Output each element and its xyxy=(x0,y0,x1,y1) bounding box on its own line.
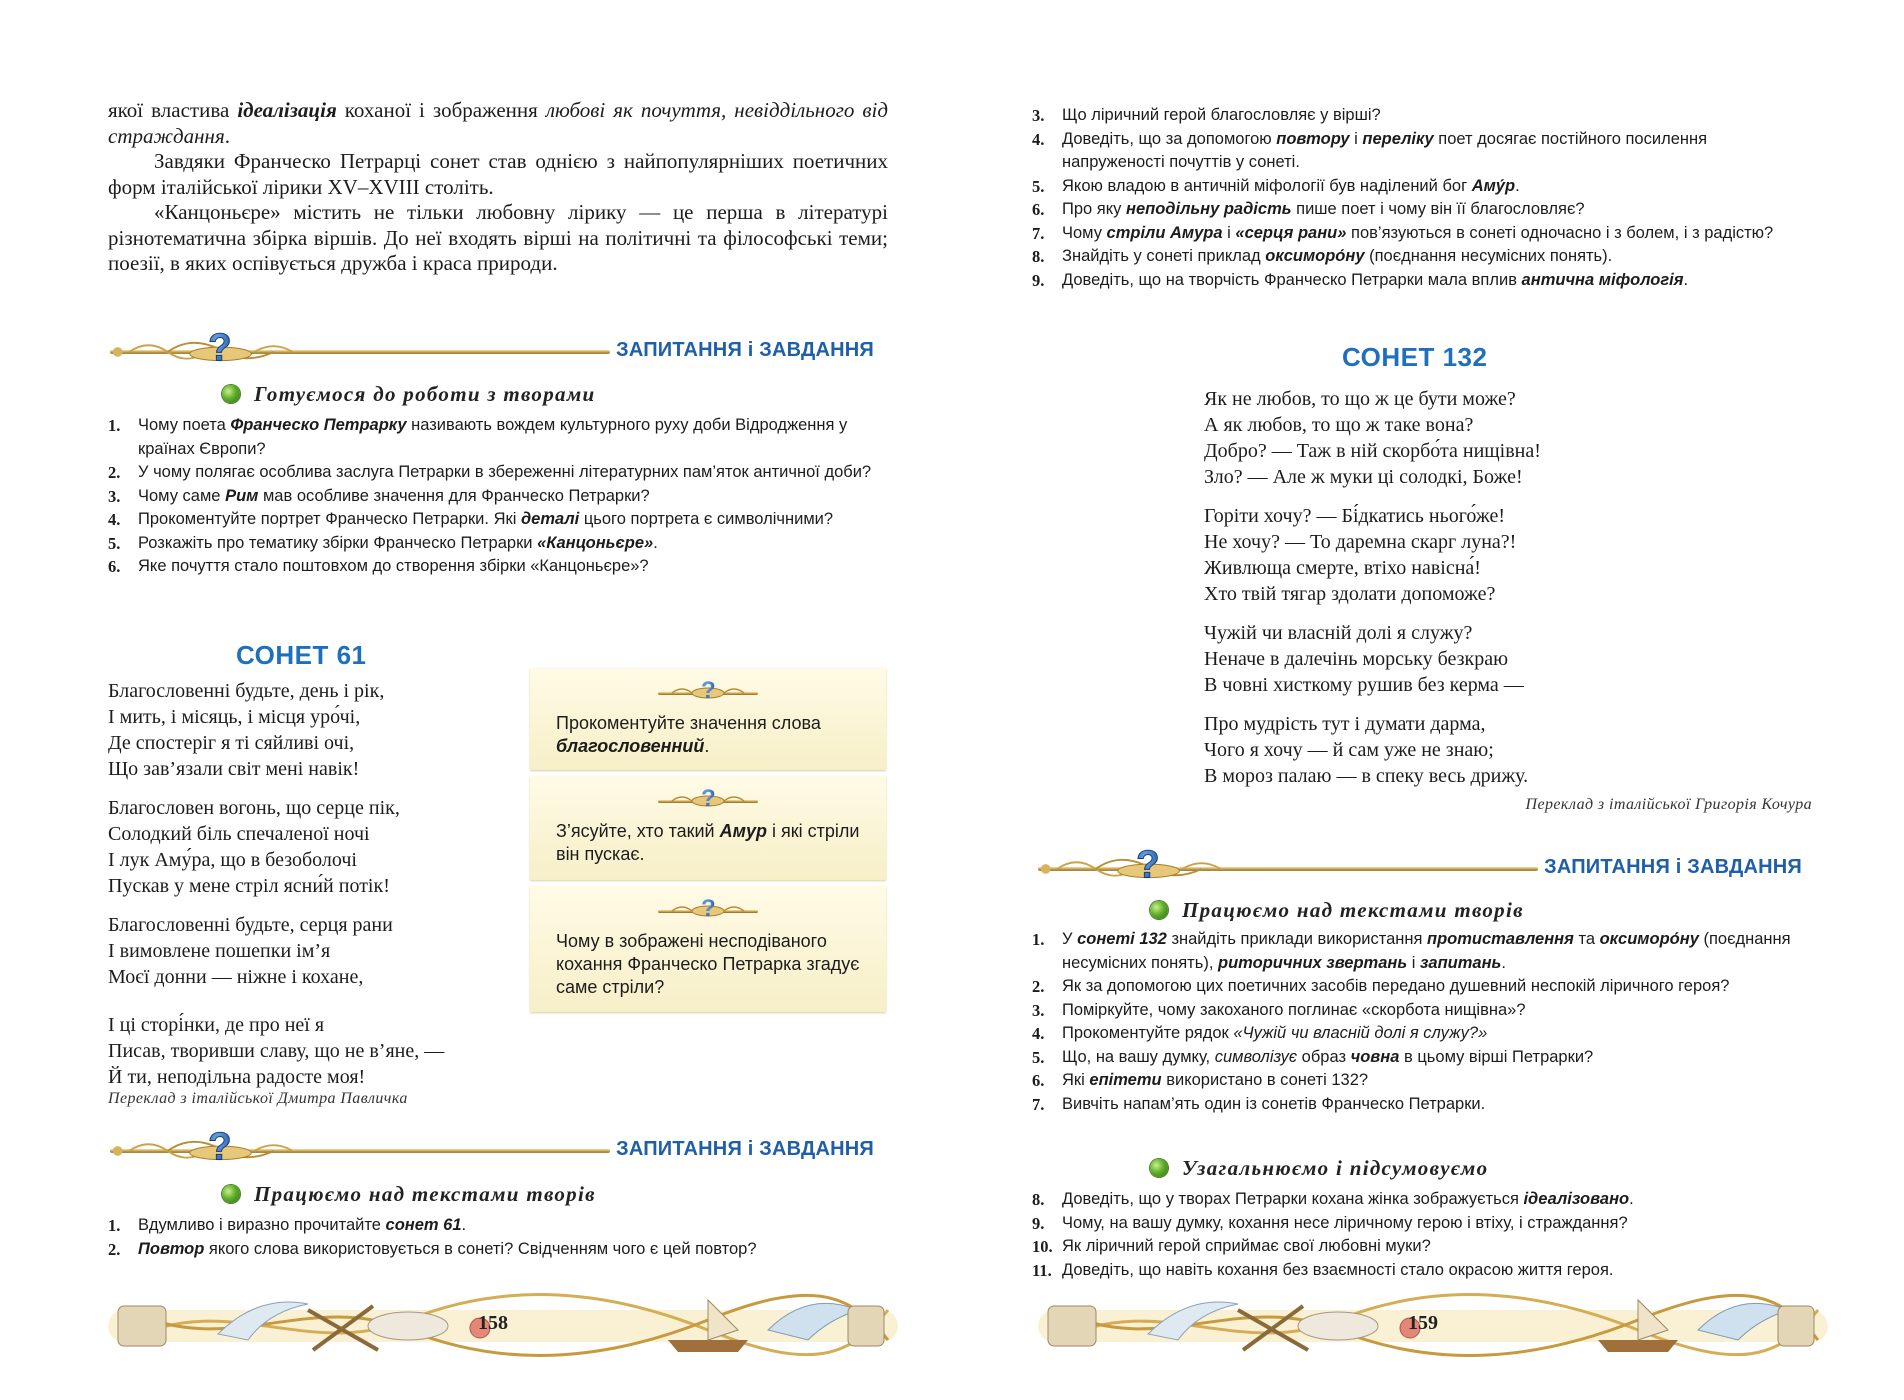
note-box xyxy=(530,776,886,880)
decorative-footer xyxy=(108,1290,898,1360)
list-item: 9. Доведіть, що на творчість Франческо Петрарки мала вплив антична міфологія. xyxy=(1032,270,1689,290)
list-item: 9. Чому, на вашу думку, кохання несе ліричному герою і втіху, і страждання? xyxy=(1032,1213,1628,1233)
sonnet-title: СОНЕТ 61 xyxy=(236,640,367,670)
questions-list xyxy=(108,414,894,579)
list-item: 4. Доведіть, що за допомогою повтору і переліку поет досягає постійного посилення напруженості почуттів у сонеті. xyxy=(1032,129,1708,171)
list-item: 7. Вивчіть напам’ять один із сонетів Франческо Петрарки. xyxy=(1032,1094,1486,1114)
list-item: 3. Що ліричний герой благословляє у вірші? xyxy=(1032,106,1381,125)
list-item: 2. У чому полягає особлива заслуга Петрарки в збереженні літературних пам’яток античної доби? xyxy=(108,463,872,482)
intro-paragraph-1: якої властива ідеалізація коханої і зображення любові як почуття, невіддільного від страждання. xyxy=(108,98,888,148)
list-item: 5. Якою владою в античній міфології був наділений бог Аму́р. xyxy=(1032,176,1520,196)
questions-banner xyxy=(110,1124,892,1176)
list-item: 5. Що, на вашу думку, символізує образ човна в цьому вірші Петрарки? xyxy=(1032,1047,1594,1067)
list-item: 8. Доведіть, що у творах Петрарки кохана жінка зображується ідеалізовано. xyxy=(1032,1190,1634,1209)
right-page xyxy=(952,0,1904,1400)
banner-title: ЗАПИТАННЯ і ЗАВДАННЯ xyxy=(616,1138,874,1160)
translator-credit: Переклад з італійської Дмитра Павличка xyxy=(108,1090,408,1107)
translator-credit: Переклад з італійської Григорія Кочура xyxy=(1525,796,1812,813)
note-text: Прокоментуйте значення слова благословенний. xyxy=(556,713,821,756)
note-box xyxy=(530,886,886,1012)
questions-banner xyxy=(1038,842,1820,894)
questions-list xyxy=(108,1214,894,1261)
sonnet-poem xyxy=(1204,386,1541,802)
question-mark-ornament-icon xyxy=(658,676,758,706)
section-subheading: Працюємо над текстами творів xyxy=(1150,898,1524,923)
questions-list xyxy=(1032,928,1814,1116)
poem-stanza: Благословенні будьте, серця рани І вимовлене пошепки ім’я Моєї донни — ніжне і кохане, xyxy=(108,914,393,988)
question-mark-ornament-icon xyxy=(110,1124,610,1176)
decorative-footer xyxy=(1038,1290,1828,1360)
list-item: 10. Як ліричний герой сприймає свої любовні муки? xyxy=(1032,1237,1431,1256)
poem-stanza: Чужій чи власній долі я служу? Неначе в далечінь морську безкраю В човні хисткому рушив без керма — xyxy=(1204,622,1524,696)
page-number: 158 xyxy=(478,1312,508,1334)
section-subheading: Готуємося до роботи з творами xyxy=(222,382,596,407)
list-item: 6. Які епітети використано в сонеті 132? xyxy=(1032,1071,1369,1090)
intro-paragraph-3: «Канцоньєре» містить не тільки любовну лірику — це перша в літературі різнотематична збірка віршів. До неї входять вірші на політичні та філософські теми; поезії, в яких оспівується дружба і краса природи. xyxy=(108,200,888,275)
list-item: 11. Доведіть, що навіть кохання без взаємності стало окрасою життя героя. xyxy=(1032,1260,1614,1280)
questions-list xyxy=(1032,1188,1814,1282)
list-item: 1. Чому поета Франческо Петрарку називають вождем культурного руху доби Відродження у країнах Європи? xyxy=(108,416,848,458)
green-bullet-icon xyxy=(222,1185,240,1203)
list-item: 5. Розкажіть про тематику збірки Франческо Петрарки «Канцоньєре». xyxy=(108,533,658,553)
list-item: 3. Поміркуйте, чому закоханого поглинає «скорбота нищівна»? xyxy=(1032,1000,1526,1020)
poem-stanza: І ці сторі́нки, де про неї я Писав, творивши славу, що не в’яне, — Й ти, неподільна радосте моя! xyxy=(108,1014,445,1088)
poem-stanza: Як не любов, то що ж це бути може? А як любов, то що ж таке вона? Добро? — Таж в ній скорбо́та нищівна! Зло? — Але ж муки ці солодкі, Боже! xyxy=(1204,388,1541,488)
list-item: 2. Повтор якого слова використовується в сонеті? Свідченням чого є цей повтор? xyxy=(108,1239,757,1259)
poem-stanza: Благословенні будьте, день і рік, І мить, і місяць, і місця уро́чі, Де спостеріг я ті сяйливі очі, Що зав’язали світ мені навік! xyxy=(108,680,385,780)
question-mark-ornament-icon xyxy=(110,325,610,377)
banner-title: ЗАПИТАННЯ і ЗАВДАННЯ xyxy=(1544,856,1802,878)
green-bullet-icon xyxy=(1150,901,1168,919)
green-bullet-icon xyxy=(222,385,240,403)
page-number: 159 xyxy=(1408,1312,1438,1334)
list-item: 1. У сонеті 132 знайдіть приклади використання протиставлення та оксиморо́ну (поєднання несумісних понять), риторичних звертань і запитань. xyxy=(1032,930,1791,972)
note-text: Чому в зображені несподіваного кохання Франческо Петрарка згадує саме стріли? xyxy=(556,931,860,997)
list-item: 2. Як за допомогою цих поетичних засобів передано душевний неспокій ліричного героя? xyxy=(1032,977,1730,996)
list-item: 1. Вдумливо і виразно прочитайте сонет 61. xyxy=(108,1216,467,1235)
list-item: 7. Чому стріли Амура і «серця рани» пов’язуються в сонеті одночасно і з болем, і з радістю? xyxy=(1032,223,1774,243)
section-subheading: Працюємо над текстами творів xyxy=(222,1182,596,1207)
banner-title: ЗАПИТАННЯ і ЗАВДАННЯ xyxy=(616,339,874,361)
question-mark-ornament-icon xyxy=(658,894,758,924)
list-item: 6. Яке почуття стало поштовхом до створення збірки «Канцоньєре»? xyxy=(108,557,649,576)
poem-stanza: Благословен вогонь, що серце пік, Солодкий біль спечаленої ночі І лук Аму́ра, що в безоболочі Пускав у мене стріл ясни́й потік! xyxy=(108,797,400,897)
question-mark-ornament-icon xyxy=(1038,842,1538,894)
question-mark-ornament-icon xyxy=(658,784,758,814)
list-item: 8. Знайдіть у сонеті приклад оксиморо́ну (поєднання несумісних понять). xyxy=(1032,247,1613,266)
list-item: 4. Прокоментуйте рядок «Чужій чи власній долі я служу?» xyxy=(1032,1024,1488,1043)
note-text: З’ясуйте, хто такий Амур і які стріли він пускає. xyxy=(556,821,860,864)
note-box xyxy=(530,668,886,770)
questions-list xyxy=(1032,104,1814,292)
poem-stanza: Про мудрість тут і думати дарма, Чого я хочу — й сам уже не знаю; В мороз палаю — в спеку весь дрижу. xyxy=(1204,713,1529,787)
list-item: 6. Про яку неподільну радість пише поет і чому він її благословляє? xyxy=(1032,200,1585,219)
intro-paragraph-2: Завдяки Франческо Петрарці сонет став однією з найпопулярніших поетичних форм італійської лірики XV–XVIII століть. xyxy=(108,149,888,199)
sonnet-title: СОНЕТ 132 xyxy=(1342,342,1488,372)
list-item: 4. Прокоментуйте портрет Франческо Петрарки. Які деталі цього портрета є символічними? xyxy=(108,510,834,529)
poem-stanza: Горіти хочу? — Бі́дкатись нього́же! Не хочу? — То даремна скарг луна?! Живлюща смерте, втіхо навісна́! Хто твій тягар здолати допоможе? xyxy=(1204,505,1517,605)
green-bullet-icon xyxy=(1150,1159,1168,1177)
questions-banner xyxy=(110,325,892,377)
intro-text xyxy=(108,98,888,277)
sonnet-poem xyxy=(108,678,444,1103)
list-item: 3. Чому саме Рим мав особливе значення для Франческо Петрарки? xyxy=(108,486,650,506)
section-subheading: Узагальнюємо і підсумовуємо xyxy=(1150,1156,1488,1181)
